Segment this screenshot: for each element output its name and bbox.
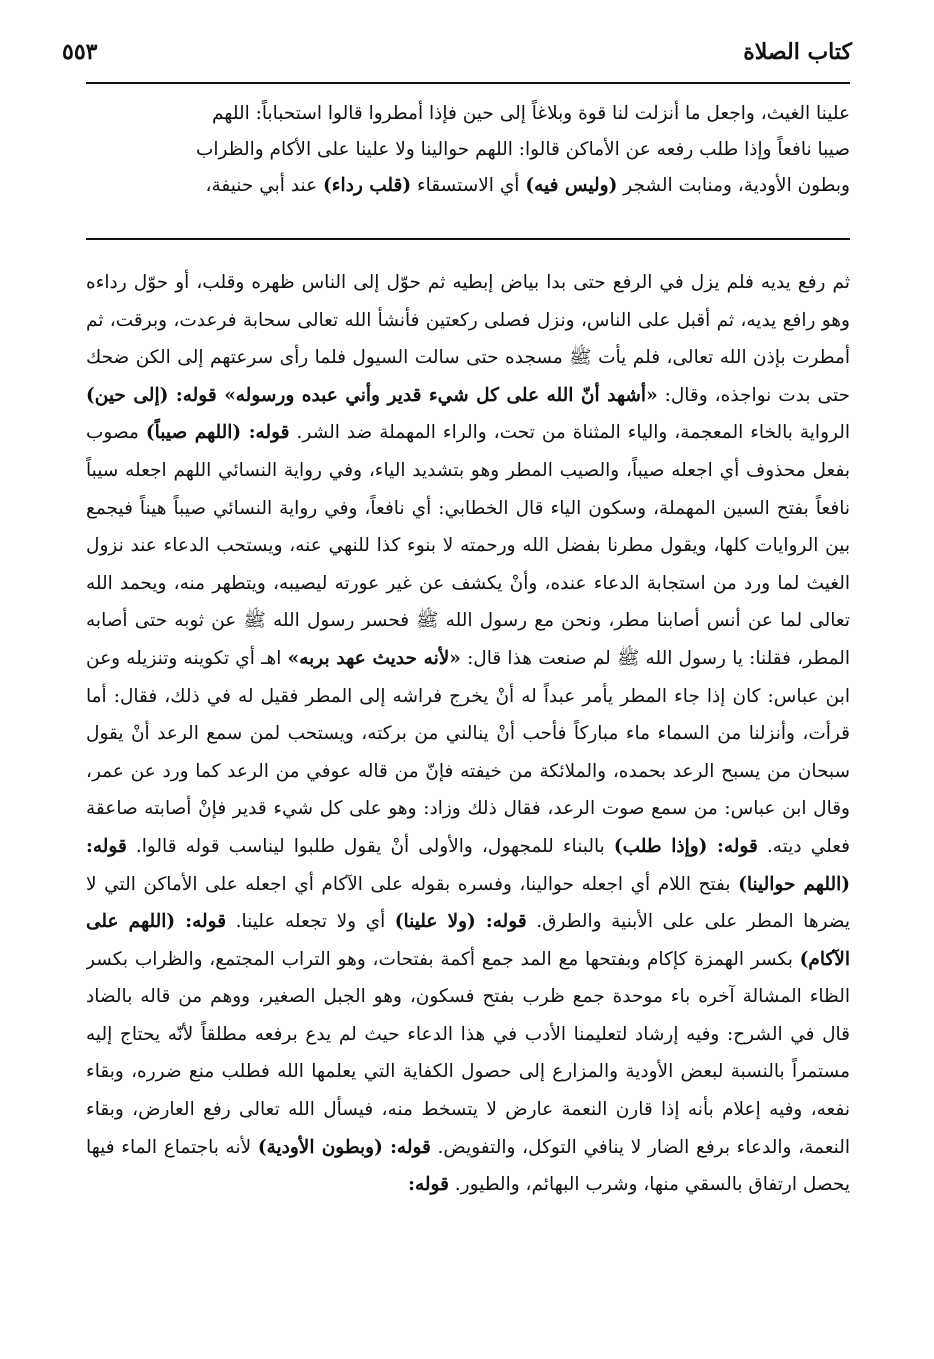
commentary-segment: بكسر الهمزة كإكام وبفتحها مع المد جمع أكمة بفتحات، وهو التراب المجتمع، والظراب بكسر الظاء المشالة آخره باء موحدة جمع ظرب بفتح فسكون، وهو الجبل الصغير، ووهم من قاله بالضاد قال في الشرح: وفيه إرشاد لتعليمنا الأدب في هذا الدعاء حيث لم يدع برفعه مطلقاً لأنّه يحتاج إليه مستمراً بالنسبة لبعض الأودية والمزارع إلى حصول الكفاية التي يعلمها الله فطلب منع ضرره، وبقاء نفعه، وفيه إعلام بأنه إذا قارن النعمة عارض لا يتسخط منه، فيسأل الله تعالى رفع العارض، وبقاء النعمة، والدعاء برفع الضار لا ينافي التوكل، والتفويض. [86,948,850,1158]
matn-line-3a: وبطون الأودية، ومنابت الشجر [617,175,850,196]
qawluhu-label: قوله: [168,384,225,406]
qawluhu-label: قوله: [408,1174,449,1196]
matn-line [86,96,850,132]
matn-bold-phrase: (قلب رداء) [323,175,412,196]
matn-line-2: صيبا نافعاً وإذا طلب رفعه عن الأماكن قالوا: اللهم حوالينا ولا علينا على الأكام والظراب [196,139,850,160]
lemma: (ولا علينا) [394,911,476,933]
lemma: (اللهم حوالينا) [738,873,850,895]
qawluhu-label: قوله: [707,835,758,857]
hadith-quote: «لأنه حديث عهد بربه» [287,647,461,669]
commentary-segment: بالبناء للمجهول، والأولى أنْ يقول طلبوا ليناسب قوله قالوا. [126,835,614,857]
header-rule [86,82,850,84]
matn-line [86,132,850,168]
section-divider [86,238,850,240]
qawluhu-label: قوله: [86,835,127,857]
page-number: ٥٥٣ [62,39,98,65]
qawluhu-label: قوله: [475,911,527,933]
page-header [62,30,852,74]
commentary-segment: اهـ أي تكوينه وتنزيله وعن ابن عباس: كان إذا جاء المطر يأمر عبداً له أنْ يخرج فراشه إلى المطر فقيل له في ذلك، فقال: أما قرأت، وأنزلنا من السماء ماء مباركاً فأحب أنْ ينالني من بركته، ويستحب لمن سمع الرعد أنْ يقول سبحان من يسبح الرعد بحمده، والملائكة من خيفته فإنّ من قاله عوفي من الرعد كما ورد عن عمر، وقال ابن عباس: من سمع صوت الرعد، فقال ذلك وزاد: وهو على كل شيء قدير فإنْ أصابته صاعقة فعلي ديته. [86,647,850,857]
matn-text [86,96,850,226]
matn-line-1: علينا الغيث، واجعل ما أنزلت لنا قوة وبلاغاً إلى حين فإذا أمطروا قالوا استحباباً: اللهم [211,103,850,124]
qawluhu-label: قوله: [241,422,290,444]
commentary-segment: مصوب بفعل محذوف أي اجعله صيباً، والصيب المطر وهو بتشديد الياء، وفي رواية النسائي اللهم اجعله سيباً نافعاً بفتح السين المهملة، وسكون الياء قال الخطابي: أي نافعاً، وفي رواية النسائي صيباً هيناً فيجمع بين الروايات كلها، ويقول مطرنا بفضل الله ورحمته لا بنوء كذا للنهي عنه، ويستحب الدعاء عند نزول الغيث لما ورد من استجابة الدعاء عنده، وأنْ يكشف عن غير عورته ليصيبه، ويتطهر منه، ويحمد الله تعالى لما عن أنس أصابنا مطر، ونحن مع رسول الله ﷺ فحسر رسول الله ﷺ عن ثوبه حتى أصابه المطر، فقلنا: يا رسول الله ﷺ لم صنعت هذا قال: [86,422,850,669]
lemma: (اللهم صيباً) [145,422,242,444]
matn-bold-phrase: (وليس فيه) [525,175,618,196]
commentary-segment: ثم رفع يديه فلم يزل في الرفع حتى بدا بياض إبطيه ثم حوّل إلى الناس ظهره وقلب، أو حوّل رداءه وهو رافع يديه، ثم أقبل على الناس، ونزل فصلى ركعتين فأنشأ الله تعالى سحابة فرعدت، وبرقت، ثم أمطرت بإذن الله تعالى، فلم يأت ﷺ مسجده حتى سالت السيول فلما رأى سرعتهم إلى الكن ضحك حتى بدت نواجذه، وقال: [86,272,850,406]
commentary-text [86,264,850,1334]
matn-line [86,168,850,204]
lemma: (وإذا طلب) [613,835,708,857]
commentary-segment: الرواية بالخاء المعجمة، والياء المثناة من تحت، والراء المهملة ضد الشر. [289,422,850,444]
commentary-paragraph [86,264,850,1204]
qawluhu-label: قوله: [175,911,227,933]
matn-line-3d: عند أبي حنيفة، [205,175,323,196]
running-title: كتاب الصلاة [743,39,852,65]
commentary-segment: بفتح اللام أي اجعله حوالينا، وفسره بقوله على الآكام أي اجعله على الأماكن التي لا يضرها المطر على على الأبنية والطرق. [86,873,850,933]
commentary-segment: لأنه باجتماع الماء فيها يحصل ارتفاق بالسقي منها، وشرب البهائم، والطيور. [86,1136,850,1196]
matn-line-3c: أي الاستسقاء [411,175,526,196]
lemma: (وبطون الأودية) [257,1136,383,1158]
commentary-segment: أي ولا تجعله علينا. [226,911,395,933]
qawluhu-label: قوله: [382,1136,431,1158]
lemma: (إلى حين) [86,384,169,406]
hadith-quote: «أشهد أنّ الله على كل شيء قدير وأني عبده ورسوله» [224,384,658,406]
lemma: (اللهم على الآكام) [86,911,850,970]
